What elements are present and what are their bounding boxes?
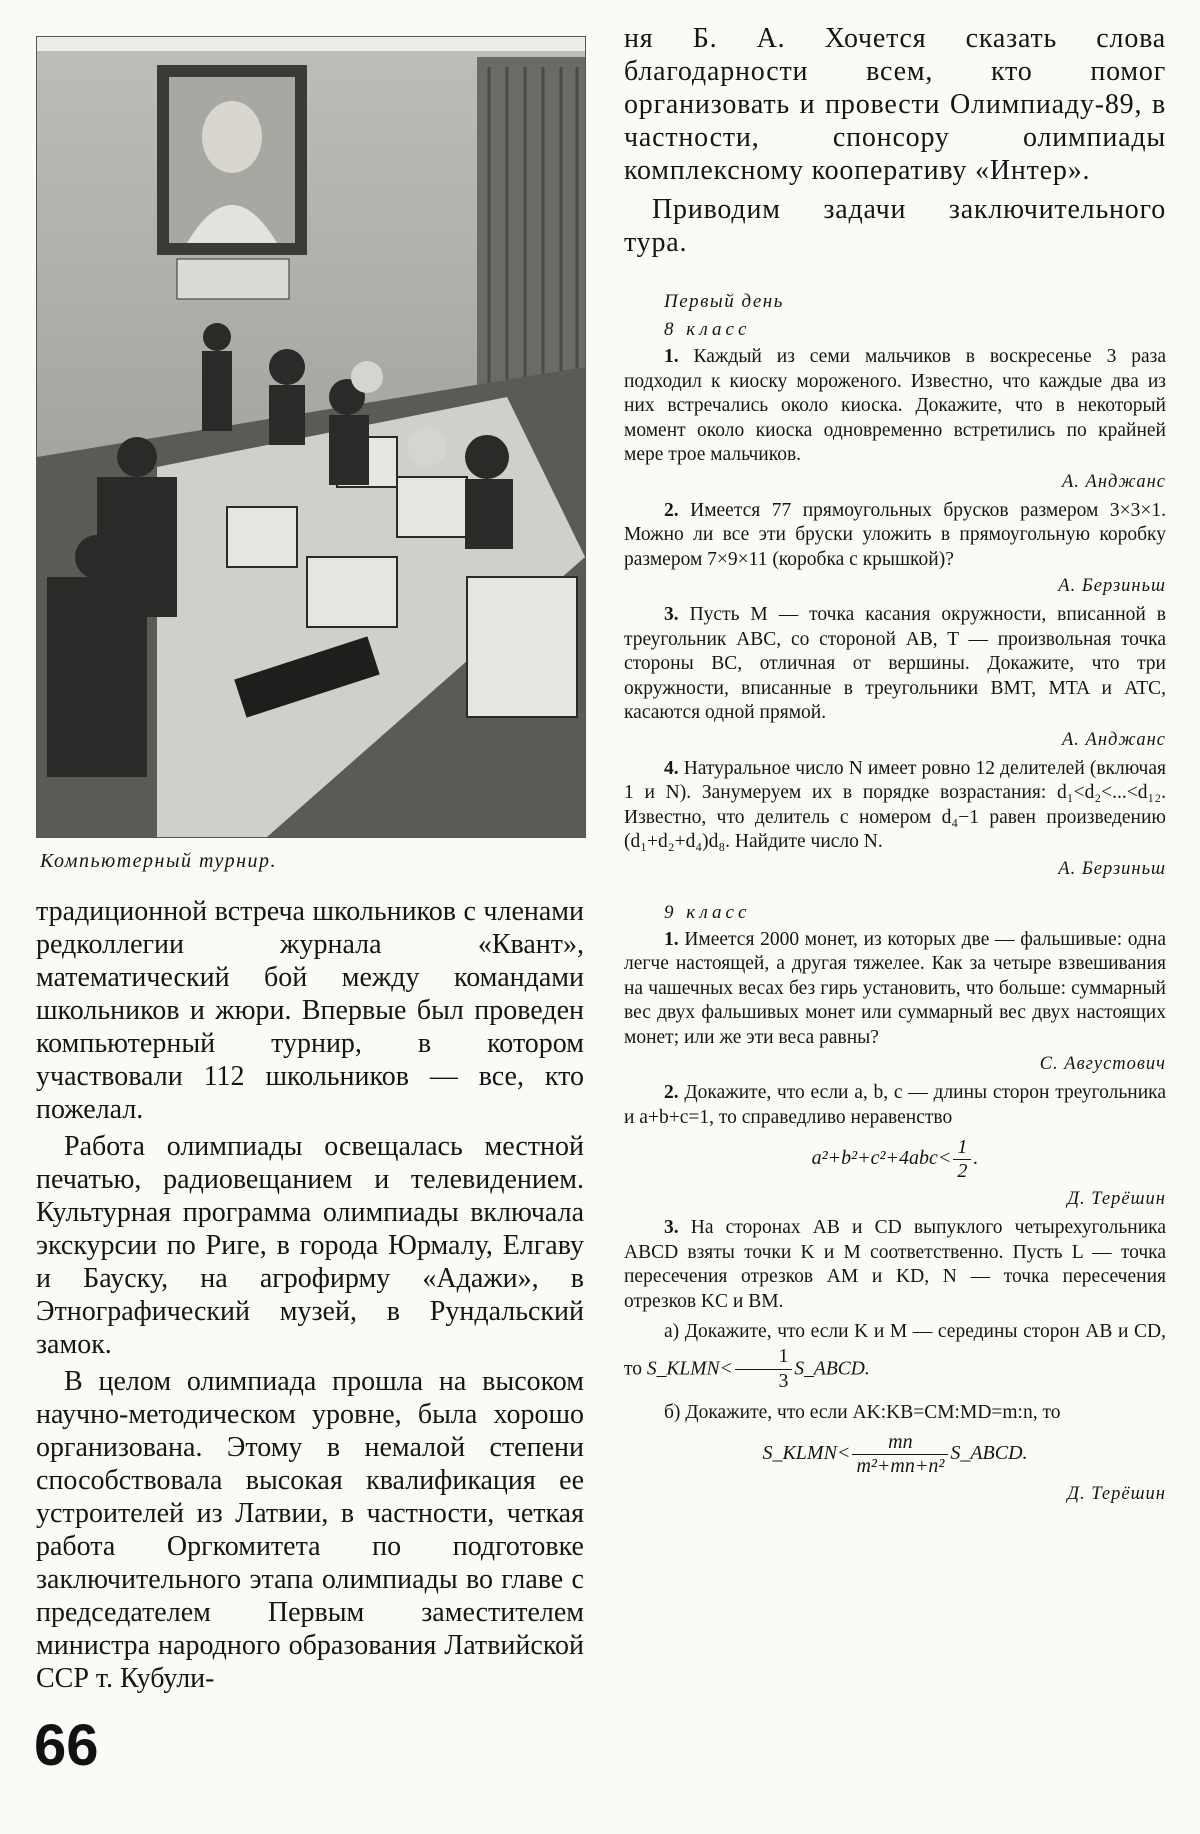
part-b-formula-right: S_ABCD. bbox=[950, 1442, 1028, 1465]
part-a-text: а) Докажите, что если K и M — середины сторон AB и CD, то bbox=[624, 1321, 1166, 1379]
problem-8-4 bbox=[624, 757, 1166, 855]
fraction-numerator: mn bbox=[852, 1431, 948, 1455]
photo-caption: Компьютерный турнир. bbox=[40, 850, 277, 872]
fraction-numerator: 1 bbox=[953, 1136, 971, 1160]
problem-number: 4. bbox=[664, 757, 679, 779]
problem-author: А. Берзиньш bbox=[1058, 576, 1166, 596]
problem-author: Д. Терёшин bbox=[1067, 1189, 1166, 1209]
problem-author: А. Анджанс bbox=[1062, 471, 1166, 492]
part-b-formula-left: S_KLMN< bbox=[762, 1442, 851, 1465]
part-a-formula-right: S_ABCD. bbox=[794, 1357, 870, 1379]
fraction-denominator: 3 bbox=[778, 1371, 789, 1392]
inequality-formula bbox=[624, 1136, 1166, 1183]
paragraph-1: традиционной встреча школьников с членами редколлегии журнала «Квант», математический бой между командами школьников и жюри. Впервые был проведен компьютерный турнир, в котором участвовали 112 школьников — все, кто пожелал. bbox=[36, 896, 584, 1125]
paragraph-3: В целом олимпиада прошла на высоком научно-методическом уровне, была хорошо организована. Этому в немалой степени способствовала высокая квалификация ее устроителей из Латвии, в частности, четкая работа Оргкомитета по подготовке заключительного этапа олимпиады во главе с председателем Первым заместителем министра народного образования Латвийской ССР т. Кубули- bbox=[36, 1366, 584, 1694]
part-a-formula-left: S_KLMN< bbox=[646, 1357, 733, 1379]
fraction-denominator: 2 bbox=[957, 1160, 968, 1182]
fraction bbox=[735, 1345, 793, 1395]
problem-number: 3. bbox=[664, 1217, 679, 1238]
problem-number: 1. bbox=[664, 928, 679, 950]
grade-8-heading: 8 класс bbox=[664, 319, 751, 340]
intro-paragraph: Приводим задачи заключительного тура. bbox=[624, 194, 1166, 258]
grade-9-heading: 9 класс bbox=[664, 901, 751, 923]
problem-text: Натуральное число N имеет ровно 12 делителей (включая 1 и N). Занумеруем их в порядке возрастания: d₁<d₂<...<d₁₂. Известно, что делитель с номером d₄−1 равен произведению (d₁+d₂+d₄)d₈. Найдите число N. bbox=[624, 757, 1166, 852]
fraction-numerator: 1 bbox=[735, 1345, 793, 1371]
fraction bbox=[852, 1431, 948, 1478]
formula-tail: . bbox=[973, 1147, 979, 1170]
problem-text: Имеется 2000 монет, из которых две — фальшивые: одна легче настоящей, а другая тяжелее. Как за четыре взвешивания на чашечных весах без гирь установить, что больше: суммарный вес двух фальшивых монет или суммарный вес двух настоящих монет; или же эти веса равны? bbox=[624, 928, 1167, 1048]
problem-9-3-part-b: б) Докажите, что если AK:KB=CM:MD=m:n, то bbox=[664, 1401, 1061, 1423]
paragraph-2: Работа олимпиады освещалась местной печатью, радиовещанием и телевидением. Культурная программа олимпиады включала экскурсии по Риге, в города Юрмалу, Елгаву и Бауску, на агрофирму «Адажи», в Этнографический музей, в Рундальский замок. bbox=[36, 1131, 584, 1360]
left-column bbox=[36, 36, 584, 1695]
right-column bbox=[624, 22, 1166, 1511]
problem-author: С. Августович bbox=[1039, 1054, 1166, 1074]
problem-text: Докажите, что если a, b, c — длины сторон треугольника и a+b+c=1, то справедливо неравенство bbox=[624, 1082, 1167, 1128]
problem-9-3 bbox=[624, 1216, 1166, 1314]
photo-computer-tournament-icon bbox=[37, 37, 585, 837]
problem-text: Пусть M — точка касания окружности, вписанной в треугольник ABC, со стороной AB, T — произвольная точка стороны BC, отличная от вершины. Докажите, что три окружности, вписанные в треугольники BMT, MTA и ATC, касаются одной прямой. bbox=[624, 604, 1166, 723]
computer-tournament-photo bbox=[36, 36, 586, 838]
problem-number: 2. bbox=[664, 499, 679, 521]
part-b-formula bbox=[624, 1431, 1166, 1478]
problem-number: 3. bbox=[664, 604, 679, 625]
problem-text: На сторонах AB и CD выпуклого четырехугольника ABCD взяты точки K и M соответственно. Пусть L — точка пересечения отрезков AM и KD, N — точка пересечения отрезков KC и BM. bbox=[624, 1217, 1166, 1312]
problem-text: Имеется 77 прямоугольных брусков размером 3×3×1. Можно ли все эти бруски уложить в прямоугольную коробку размером 7×9×11 (коробка с крышкой)? bbox=[624, 499, 1166, 570]
problem-9-3-part-a bbox=[624, 1320, 1166, 1395]
problem-number: 2. bbox=[664, 1082, 679, 1103]
problem-number: 1. bbox=[664, 346, 679, 367]
problem-8-3 bbox=[624, 603, 1166, 726]
continuation-paragraph: ня Б. А. Хочется сказать слова благодарности всем, кто помог организовать и провести Олимпиаду-89, в частности, спонсору олимпиады комплексному кооперативу «Интер». bbox=[624, 23, 1166, 186]
problem-text: Каждый из семи мальчиков в воскресенье 3 раза подходил к киоску мороженого. Известно, что каждые два из них встречались около киоска. Докажите, что в некоторый момент около киоска одновременно встретились по крайней мере трое мальчиков. bbox=[624, 346, 1167, 465]
fraction bbox=[953, 1136, 971, 1183]
problem-author: Д. Терёшин bbox=[1067, 1484, 1166, 1504]
problem-9-1 bbox=[624, 928, 1166, 1051]
problem-author: А. Анджанс bbox=[1062, 729, 1166, 750]
problem-8-2 bbox=[624, 499, 1166, 573]
problem-9-2 bbox=[624, 1081, 1166, 1130]
problem-author: А. Берзиньш bbox=[1058, 858, 1166, 879]
fraction-denominator: m²+mn+n² bbox=[856, 1455, 945, 1477]
page-number: 66 bbox=[34, 1713, 99, 1778]
problem-8-1 bbox=[624, 345, 1166, 468]
formula-left: a²+b²+c²+4abc< bbox=[811, 1147, 952, 1170]
day-heading: Первый день bbox=[664, 291, 784, 312]
